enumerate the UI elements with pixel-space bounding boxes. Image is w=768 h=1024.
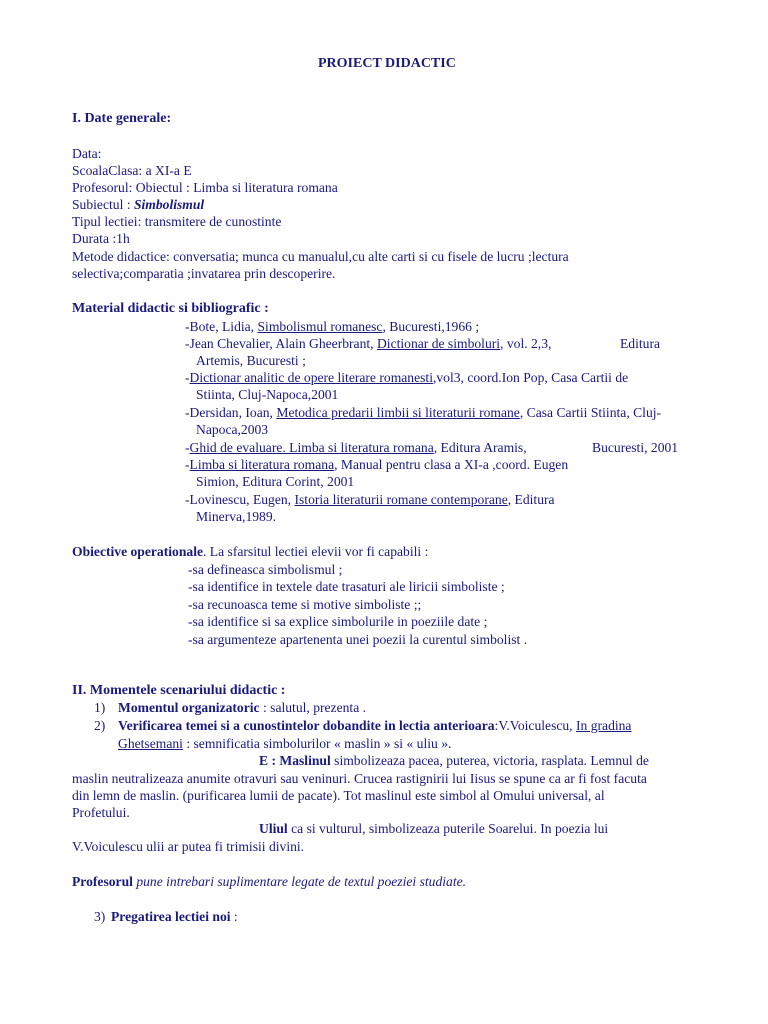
data-line: Data: [72,146,102,161]
book-title: Metodica predarii limbii si literaturii romane [276,405,520,420]
subiect-line [72,196,204,213]
bibliography-item-6-cont: Simion, Editura Corint, 2001 [196,474,355,489]
moment-2-cont: Ghetsemani : semnificatia simbolurilor « maslin » si « uliu ». [118,736,452,751]
metode-line-1: Metode didactice: conversatia; munca cu manualul,cu alte carti si cu fisele de lucru ;lectura [72,249,569,264]
book-title: Ghid de evaluare. Limba si literatura romana [189,440,434,455]
obiectiv-item: -sa identifice si sa explice simbolurile in poeziile date ; [188,614,488,629]
book-title: Simbolismul romanesc [257,319,383,334]
obiectiv-item: -sa defineasca simbolismul ; [188,562,343,577]
bibliography-item-3-cont: Stiinta, Cluj-Napoca,2001 [196,387,339,402]
obiectiv-item: -sa recunoasca teme si motive simboliste ;; [188,597,422,612]
maslin-paragraph-line-1: maslin neutralizeaza anumite otravuri sau veninuri. Crucea rastignirii lui Iisus se spune ca ar fi fost facuta [72,771,647,786]
moment-1-number: 1) [94,700,106,715]
bibliography-item-1: -Bote, Lidia, Simbolismul romanesc, Bucuresti,1966 ; [185,319,480,334]
obiective-line: Obiective operationale. La sfarsitul lectiei elevii vor fi capabili : [72,544,429,559]
section-momentele-heading: II. Momentele scenariului didactic : [72,683,286,698]
profesor-activity: Profesorul pune intrebari suplimentare legate de textul poeziei studiate. [72,874,467,889]
material-heading: Material didactic si bibliografic : [72,301,269,316]
bibliography-item-2-cont: Artemis, Bucuresti ; [196,353,306,368]
durata-line: Durata :1h [72,231,130,246]
obiectiv-item: -sa identifice in textele date trasaturi ale liricii simboliste ; [188,579,505,594]
moment-2: Verificarea temei si a cunostintelor dobandite in lectia anterioara:V.Voiculescu, In gradina [118,718,632,733]
book-title: Limba si literatura romana [189,457,335,472]
scoala-line: ScoalaClasa: a XI-a E [72,163,192,178]
metode-line-2: selectiva;comparatia ;invatarea prin descoperire. [72,266,336,281]
book-title: Dictionar analitic de opere literare romanesti [189,370,433,385]
bibliography-item-7-cont: Minerva,1989. [196,509,277,524]
tipul-line: Tipul lectiei: transmitere de cunostinte [72,214,282,229]
section-date-generale-heading: I. Date generale: [72,111,172,126]
bibliography-item-2-publisher: Editura [620,336,661,351]
maslin-paragraph-line-3: Profetului. [72,805,130,820]
obiective-heading: Obiective operationale [72,544,203,559]
subiect-label: Subiectul : [72,197,134,212]
moment-1: Momentul organizatoric : salutul, prezenta . [118,700,367,715]
bibliography-item-5: -Ghid de evaluare. Limba si literatura romana, Editura Aramis, [185,440,527,455]
book-title: Istoria literaturii romane contemporane [294,492,508,507]
page-title: PROIECT DIDACTIC [318,56,456,71]
poem-title: In gradina [575,718,632,733]
profesor-line: Profesorul: Obiectul : Limba si literatura romana [72,180,338,195]
bibliography-item-4: -Dersidan, Ioan, Metodica predarii limbii si literaturii romane, Casa Cartii Stiinta, Cluj- [185,405,662,420]
moment-3: Pregatirea lectiei noi : [111,909,238,924]
moment-2-number: 2) [94,718,106,733]
bibliography-item-4-cont: Napoca,2003 [196,422,269,437]
book-title: Dictionar de simboluri [376,336,501,351]
uliul-line: Uliul ca si vulturul, simbolizeaza puterile Soarelui. In poezia lui [259,821,609,836]
obiectiv-item: -sa argumenteze apartenenta unei poezii la curentul simbolist . [188,632,528,647]
bibliography-item-7: -Lovinescu, Eugen, Istoria literaturii romane contemporane, Editura [185,492,555,507]
bibliography-item-6: -Limba si literatura romana, Manual pentru clasa a XI-a ,coord. Eugen [185,457,569,472]
bibliography-item-3: -Dictionar analitic de opere literare romanesti,vol3, coord.Ion Pop, Casa Cartii de [185,370,629,385]
maslin-paragraph-line-2: din lemn de maslin. (purificarea lumii de pacate). Tot maslinul este simbol al Omului universal, al [72,788,605,803]
maslin-line: E : Maslinul simbolizeaza pacea, puterea, victoria, rasplata. Lemnul de [259,753,649,768]
bibliography-item-5-place: Bucuresti, 2001 [592,440,679,455]
bibliography-item-2: -Jean Chevalier, Alain Gheerbrant, Dictionar de simboluri, vol. 2,3, [185,336,552,351]
subiect-value: Simbolismul [133,197,205,212]
poem-title: Ghetsemani [118,736,183,751]
moment-3-number: 3) [94,909,106,924]
uliul-paragraph-line: V.Voiculescu ulii ar putea fi trimisii divini. [72,839,305,854]
